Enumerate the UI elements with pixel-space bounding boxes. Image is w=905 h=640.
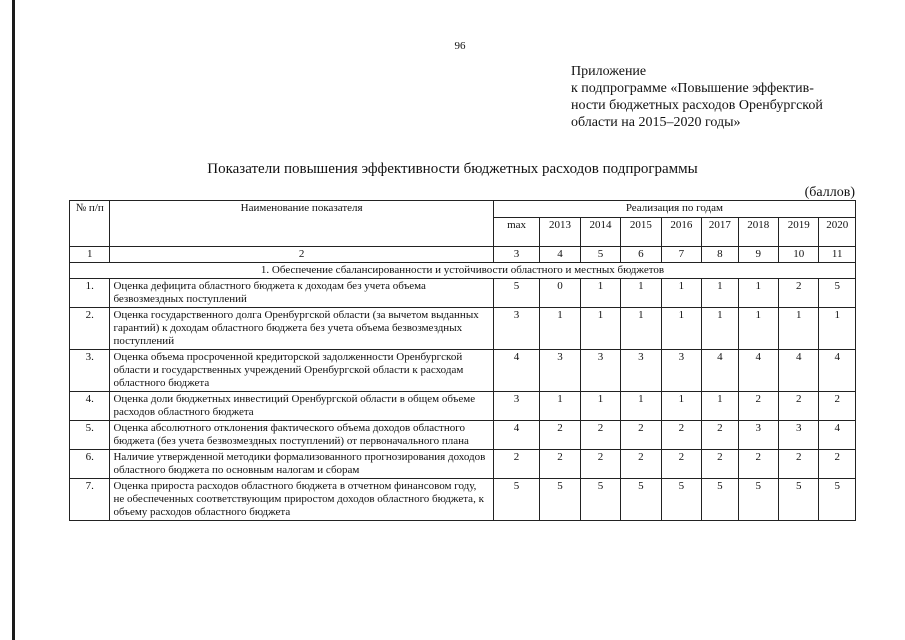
score-cell: 1 bbox=[738, 279, 778, 308]
indicator-name: Оценка прироста расходов областного бюджета в отчетном финансовом году, не обеспеченных соответствующим приростом доходов областного бюджета, к объему расходов областного бюджета bbox=[110, 479, 493, 521]
score-cell: 4 bbox=[819, 350, 856, 392]
row-number: 4. bbox=[70, 392, 110, 421]
score-cell: 5 bbox=[661, 479, 701, 521]
header-years-group: Реализация по годам bbox=[493, 201, 855, 218]
column-number: 8 bbox=[702, 247, 738, 263]
column-number: 11 bbox=[819, 247, 856, 263]
score-cell: 3 bbox=[661, 350, 701, 392]
column-number: 2 bbox=[110, 247, 493, 263]
score-cell: 2 bbox=[661, 450, 701, 479]
header-name: Наименование показателя bbox=[110, 201, 493, 247]
table-row bbox=[70, 421, 856, 450]
score-cell: 2 bbox=[778, 392, 818, 421]
score-cell: 5 bbox=[738, 479, 778, 521]
score-cell: 4 bbox=[702, 350, 738, 392]
score-cell: 5 bbox=[778, 479, 818, 521]
indicator-name: Оценка доли бюджетных инвестиций Оренбургской области в общем объеме расходов областного бюджета bbox=[110, 392, 493, 421]
score-cell: 2 bbox=[738, 392, 778, 421]
header-col: 2019 bbox=[778, 218, 818, 247]
score-cell: 2 bbox=[540, 421, 580, 450]
header-col: 2018 bbox=[738, 218, 778, 247]
column-number: 9 bbox=[738, 247, 778, 263]
score-cell: 2 bbox=[738, 450, 778, 479]
header-row bbox=[70, 201, 856, 218]
score-cell: 4 bbox=[493, 350, 540, 392]
table-row bbox=[70, 279, 856, 308]
header-col: 2015 bbox=[621, 218, 661, 247]
score-cell: 2 bbox=[621, 450, 661, 479]
score-cell: 5 bbox=[493, 279, 540, 308]
score-cell: 4 bbox=[493, 421, 540, 450]
indicator-name: Наличие утвержденной методики формализованного прогнозирования доходов областного бюджета по основным налогам и сборам bbox=[110, 450, 493, 479]
document-title: Показатели повышения эффективности бюджетных расходов подпрограммы bbox=[207, 161, 698, 177]
table-row bbox=[70, 350, 856, 392]
score-cell: 1 bbox=[621, 308, 661, 350]
header-col: 2013 bbox=[540, 218, 580, 247]
score-cell: 1 bbox=[702, 279, 738, 308]
column-number: 4 bbox=[540, 247, 580, 263]
header-col: 2017 bbox=[702, 218, 738, 247]
appendix-header bbox=[571, 63, 871, 131]
score-cell: 5 bbox=[540, 479, 580, 521]
score-cell: 2 bbox=[493, 450, 540, 479]
indicators-table bbox=[69, 200, 856, 521]
row-number: 3. bbox=[70, 350, 110, 392]
table-row bbox=[70, 479, 856, 521]
score-cell: 4 bbox=[819, 421, 856, 450]
score-cell: 3 bbox=[621, 350, 661, 392]
score-cell: 1 bbox=[778, 308, 818, 350]
indicator-name: Оценка государственного долга Оренбургской области (за вычетом выданных гарантий) к доходам областного бюджета без учета объема безвозмездных поступлений bbox=[110, 308, 493, 350]
score-cell: 1 bbox=[580, 392, 620, 421]
header-col: 2016 bbox=[661, 218, 701, 247]
score-cell: 3 bbox=[493, 308, 540, 350]
score-cell: 2 bbox=[580, 450, 620, 479]
score-cell: 3 bbox=[580, 350, 620, 392]
appendix-line: Приложение bbox=[571, 64, 647, 79]
score-cell: 2 bbox=[819, 450, 856, 479]
header-col: max bbox=[493, 218, 540, 247]
table-row bbox=[70, 308, 856, 350]
score-cell: 4 bbox=[778, 350, 818, 392]
score-cell: 5 bbox=[702, 479, 738, 521]
score-cell: 5 bbox=[493, 479, 540, 521]
indicator-name: Оценка объема просроченной кредиторской задолженности Оренбургской области и государственных учреждений Оренбургской области к расходам областного бюджета bbox=[110, 350, 493, 392]
score-cell: 5 bbox=[580, 479, 620, 521]
header-col: 2020 bbox=[819, 218, 856, 247]
score-cell: 5 bbox=[819, 479, 856, 521]
section-row bbox=[70, 263, 856, 279]
row-number: 1. bbox=[70, 279, 110, 308]
table-row bbox=[70, 392, 856, 421]
score-cell: 5 bbox=[819, 279, 856, 308]
score-cell: 1 bbox=[540, 308, 580, 350]
score-cell: 2 bbox=[621, 421, 661, 450]
indicator-name: Оценка абсолютного отклонения фактического объема доходов областного бюджета (без учета безвозмездных поступлений) от первоначального плана bbox=[110, 421, 493, 450]
column-numbering-row bbox=[70, 247, 856, 263]
header-num: № п/п bbox=[70, 201, 110, 247]
row-number: 2. bbox=[70, 308, 110, 350]
score-cell: 2 bbox=[540, 450, 580, 479]
column-number: 5 bbox=[580, 247, 620, 263]
score-cell: 1 bbox=[540, 392, 580, 421]
appendix-line: области на 2015–2020 годы» bbox=[571, 115, 741, 130]
row-number: 5. bbox=[70, 421, 110, 450]
score-cell: 2 bbox=[661, 421, 701, 450]
section-heading: 1. Обеспечение сбалансированности и устойчивости областного и местных бюджетов bbox=[70, 263, 856, 279]
column-number: 3 bbox=[493, 247, 540, 263]
score-cell: 1 bbox=[702, 392, 738, 421]
score-cell: 5 bbox=[621, 479, 661, 521]
score-cell: 1 bbox=[661, 279, 701, 308]
score-cell: 3 bbox=[738, 421, 778, 450]
score-cell: 2 bbox=[580, 421, 620, 450]
score-cell: 4 bbox=[738, 350, 778, 392]
score-cell: 2 bbox=[702, 450, 738, 479]
row-number: 6. bbox=[70, 450, 110, 479]
header-col: 2014 bbox=[580, 218, 620, 247]
score-cell: 2 bbox=[702, 421, 738, 450]
score-cell: 1 bbox=[661, 392, 701, 421]
column-number: 6 bbox=[621, 247, 661, 263]
score-cell: 1 bbox=[621, 279, 661, 308]
units-label: (баллов) bbox=[804, 185, 855, 200]
column-number: 7 bbox=[661, 247, 701, 263]
score-cell: 3 bbox=[778, 421, 818, 450]
appendix-line: к подпрограмме «Повышение эффектив- bbox=[571, 81, 814, 96]
table-row bbox=[70, 450, 856, 479]
score-cell: 0 bbox=[540, 279, 580, 308]
score-cell: 1 bbox=[580, 308, 620, 350]
column-number: 1 bbox=[70, 247, 110, 263]
table-body bbox=[70, 201, 856, 521]
appendix-line: ности бюджетных расходов Оренбургской bbox=[571, 98, 823, 113]
score-cell: 1 bbox=[702, 308, 738, 350]
score-cell: 2 bbox=[819, 392, 856, 421]
score-cell: 2 bbox=[778, 450, 818, 479]
score-cell: 3 bbox=[493, 392, 540, 421]
score-cell: 3 bbox=[540, 350, 580, 392]
score-cell: 1 bbox=[738, 308, 778, 350]
column-number: 10 bbox=[778, 247, 818, 263]
score-cell: 1 bbox=[621, 392, 661, 421]
score-cell: 1 bbox=[819, 308, 856, 350]
score-cell: 2 bbox=[778, 279, 818, 308]
score-cell: 1 bbox=[661, 308, 701, 350]
indicator-name: Оценка дефицита областного бюджета к доходам без учета объема безвозмездных поступлений bbox=[110, 279, 493, 308]
row-number: 7. bbox=[70, 479, 110, 521]
left-margin-bar bbox=[12, 0, 15, 640]
page-number: 96 bbox=[454, 40, 466, 52]
score-cell: 1 bbox=[580, 279, 620, 308]
